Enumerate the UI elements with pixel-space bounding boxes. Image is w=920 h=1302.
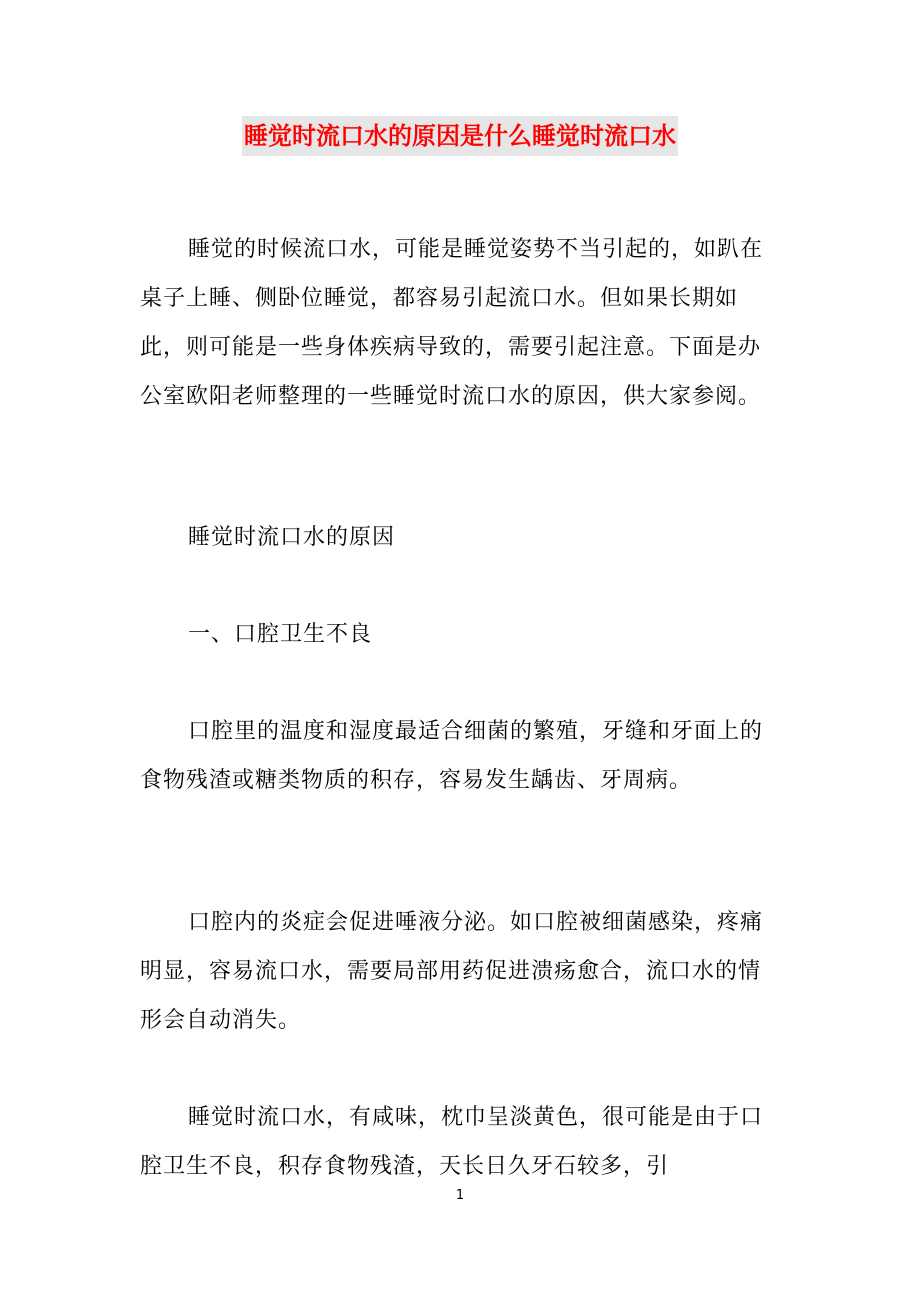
paragraph-oral-inflammation xyxy=(140,898,780,1045)
title-container xyxy=(0,116,920,156)
paragraph-intro xyxy=(140,225,780,421)
paragraph-text: 口腔里的温度和湿度最适合细菌的繁殖，牙缝和牙面上的食物残渣或糖类物质的积存，容易发生龋齿、牙周病。 xyxy=(140,719,764,793)
subsection-heading-text: 一、口腔卫生不良 xyxy=(188,622,373,647)
paragraph-text: 睡觉时流口水，有咸味，枕巾呈淡黄色，很可能是由于口腔卫生不良，积存食物残渣，天长日久牙石较多，引 xyxy=(140,1105,764,1179)
paragraph-text: 口腔内的炎症会促进唾液分泌。如口腔被细菌感染，疼痛明显，容易流口水，需要局部用药促进溃疡愈合，流口水的情形会自动消失。 xyxy=(140,910,764,1033)
section-heading xyxy=(140,513,780,562)
page-number: 1 xyxy=(455,1188,465,1203)
document-title: 睡觉时流口水的原因是什么睡觉时流口水 xyxy=(242,116,678,156)
subsection-heading xyxy=(140,610,780,659)
paragraph-oral-temperature xyxy=(140,707,780,805)
paragraph-text: 睡觉的时候流口水，可能是睡觉姿势不当引起的，如趴在桌子上睡、侧卧位睡觉，都容易引起流口水。但如果长期如此，则可能是一些身体疾病导致的，需要引起注意。下面是办公室欧阳老师整理的一些睡觉时流口水的原因，供大家参阅。 xyxy=(140,237,764,409)
paragraph-salty-saliva xyxy=(140,1093,780,1191)
section-heading-text: 睡觉时流口水的原因 xyxy=(188,525,396,550)
